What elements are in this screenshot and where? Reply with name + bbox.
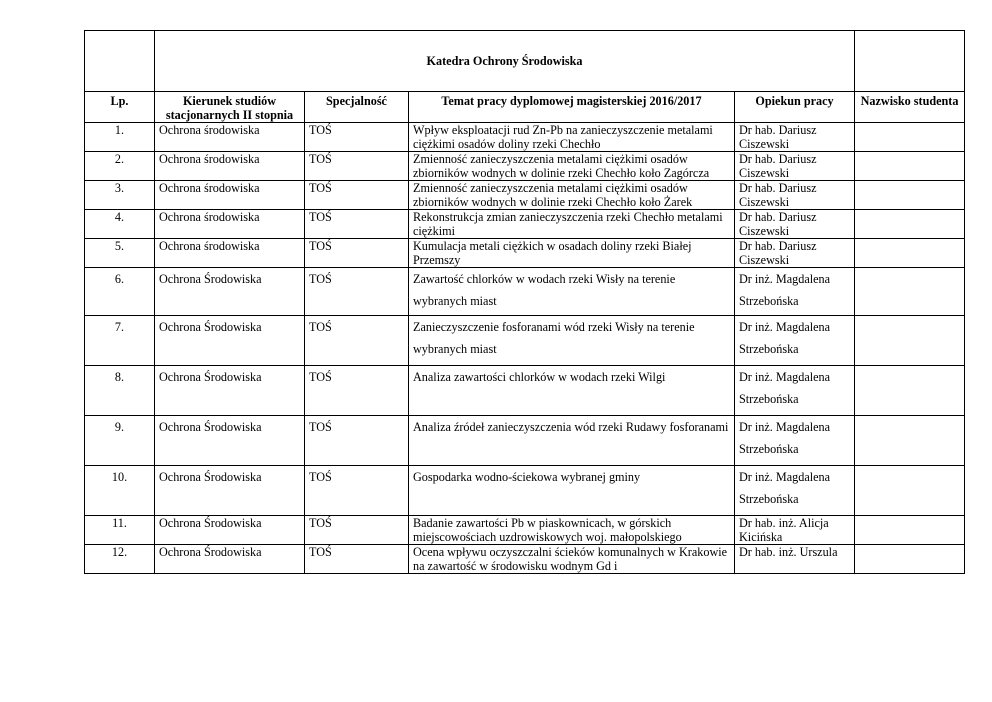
cell-specjalnosc: TOŚ [305, 181, 409, 210]
cell-specjalnosc: TOŚ [305, 210, 409, 239]
cell-student [855, 316, 965, 366]
table-row [85, 516, 965, 545]
table-row [85, 210, 965, 239]
cell-specjalnosc: TOŚ [305, 152, 409, 181]
cell-specjalnosc: TOŚ [305, 416, 409, 466]
title-blank-left [85, 31, 155, 92]
department-title: Katedra Ochrony Środowiska [155, 31, 855, 92]
cell-lp: 4. [85, 210, 155, 239]
cell-temat: Zanieczyszczenie fosforanami wód rzeki Wisły na terenie wybranych miast [409, 316, 735, 366]
cell-temat: Gospodarka wodno-ściekowa wybranej gminy [409, 466, 735, 516]
cell-opiekun: Dr inż. Magdalena Strzebońska [735, 316, 855, 366]
header-row [85, 92, 965, 123]
cell-kierunek: Ochrona Środowiska [155, 366, 305, 416]
header-lp: Lp. [85, 92, 155, 123]
cell-lp: 11. [85, 516, 155, 545]
cell-temat: Zawartość chlorków w wodach rzeki Wisły na terenie wybranych miast [409, 268, 735, 316]
cell-opiekun: Dr inż. Magdalena Strzebońska [735, 366, 855, 416]
cell-specjalnosc: TOŚ [305, 516, 409, 545]
cell-student [855, 123, 965, 152]
table-row [85, 545, 965, 574]
cell-opiekun: Dr inż. Magdalena Strzebońska [735, 466, 855, 516]
header-specjalnosc: Specjalność [305, 92, 409, 123]
thesis-topics-table [84, 30, 965, 574]
cell-lp: 7. [85, 316, 155, 366]
cell-temat: Kumulacja metali ciężkich w osadach doliny rzeki Białej Przemszy [409, 239, 735, 268]
header-nazwisko: Nazwisko studenta [855, 92, 965, 123]
table-row [85, 123, 965, 152]
cell-student [855, 416, 965, 466]
cell-student [855, 181, 965, 210]
table-row [85, 181, 965, 210]
cell-student [855, 210, 965, 239]
table-row [85, 466, 965, 516]
cell-lp: 10. [85, 466, 155, 516]
cell-student [855, 268, 965, 316]
cell-lp: 9. [85, 416, 155, 466]
cell-opiekun: Dr inż. Magdalena Strzebońska [735, 416, 855, 466]
cell-lp: 8. [85, 366, 155, 416]
title-row [85, 31, 965, 92]
cell-kierunek: Ochrona środowiska [155, 123, 305, 152]
cell-student [855, 545, 965, 574]
cell-temat: Zmienność zanieczyszczenia metalami ciężkimi osadów zbiorników wodnych w dolinie rzeki Chechło koło Zagórcza [409, 152, 735, 181]
cell-student [855, 152, 965, 181]
cell-specjalnosc: TOŚ [305, 466, 409, 516]
cell-specjalnosc: TOŚ [305, 316, 409, 366]
cell-kierunek: Ochrona Środowiska [155, 268, 305, 316]
header-temat: Temat pracy dyplomowej magisterskiej 2016/2017 [409, 92, 735, 123]
cell-opiekun: Dr hab. Dariusz Ciszewski [735, 210, 855, 239]
cell-opiekun: Dr inż. Magdalena Strzebońska [735, 268, 855, 316]
cell-opiekun: Dr hab. Dariusz Ciszewski [735, 123, 855, 152]
cell-lp: 12. [85, 545, 155, 574]
cell-student [855, 466, 965, 516]
cell-opiekun: Dr hab. inż. Urszula [735, 545, 855, 574]
table-row [85, 152, 965, 181]
header-opiekun: Opiekun pracy [735, 92, 855, 123]
cell-kierunek: Ochrona Środowiska [155, 516, 305, 545]
cell-specjalnosc: TOŚ [305, 239, 409, 268]
cell-specjalnosc: TOŚ [305, 268, 409, 316]
cell-temat: Wpływ eksploatacji rud Zn-Pb na zanieczyszczenie metalami ciężkimi osadów doliny rzeki Chechło [409, 123, 735, 152]
cell-opiekun: Dr hab. Dariusz Ciszewski [735, 152, 855, 181]
cell-lp: 2. [85, 152, 155, 181]
cell-student [855, 239, 965, 268]
table-row [85, 268, 965, 316]
cell-kierunek: Ochrona środowiska [155, 181, 305, 210]
cell-kierunek: Ochrona Środowiska [155, 416, 305, 466]
cell-student [855, 516, 965, 545]
cell-kierunek: Ochrona Środowiska [155, 316, 305, 366]
cell-lp: 5. [85, 239, 155, 268]
cell-temat: Ocena wpływu oczyszczalni ścieków komunalnych w Krakowie na zawartość w środowisku wodnym Gd i [409, 545, 735, 574]
cell-temat: Analiza zawartości chlorków w wodach rzeki Wilgi [409, 366, 735, 416]
cell-kierunek: Ochrona Środowiska [155, 545, 305, 574]
cell-temat: Badanie zawartości Pb w piaskownicach, w górskich miejscowościach uzdrowiskowych woj. małopolskiego [409, 516, 735, 545]
header-kierunek: Kierunek studiów stacjonarnych II stopnia [155, 92, 305, 123]
cell-temat: Zmienność zanieczyszczenia metalami ciężkimi osadów zbiorników wodnych w dolinie rzeki Chechło koło Żarek [409, 181, 735, 210]
title-blank-right [855, 31, 965, 92]
cell-lp: 6. [85, 268, 155, 316]
cell-opiekun: Dr hab. inż. Alicja Kicińska [735, 516, 855, 545]
cell-specjalnosc: TOŚ [305, 123, 409, 152]
cell-temat: Rekonstrukcja zmian zanieczyszczenia rzeki Chechło metalami ciężkimi [409, 210, 735, 239]
table-row [85, 366, 965, 416]
cell-kierunek: Ochrona Środowiska [155, 466, 305, 516]
cell-lp: 1. [85, 123, 155, 152]
cell-lp: 3. [85, 181, 155, 210]
table-row [85, 239, 965, 268]
cell-specjalnosc: TOŚ [305, 545, 409, 574]
table-row [85, 416, 965, 466]
cell-kierunek: Ochrona środowiska [155, 210, 305, 239]
cell-specjalnosc: TOŚ [305, 366, 409, 416]
cell-opiekun: Dr hab. Dariusz Ciszewski [735, 181, 855, 210]
cell-student [855, 366, 965, 416]
table-row [85, 316, 965, 366]
cell-temat: Analiza źródeł zanieczyszczenia wód rzeki Rudawy fosforanami [409, 416, 735, 466]
cell-opiekun: Dr hab. Dariusz Ciszewski [735, 239, 855, 268]
cell-kierunek: Ochrona środowiska [155, 152, 305, 181]
cell-kierunek: Ochrona środowiska [155, 239, 305, 268]
